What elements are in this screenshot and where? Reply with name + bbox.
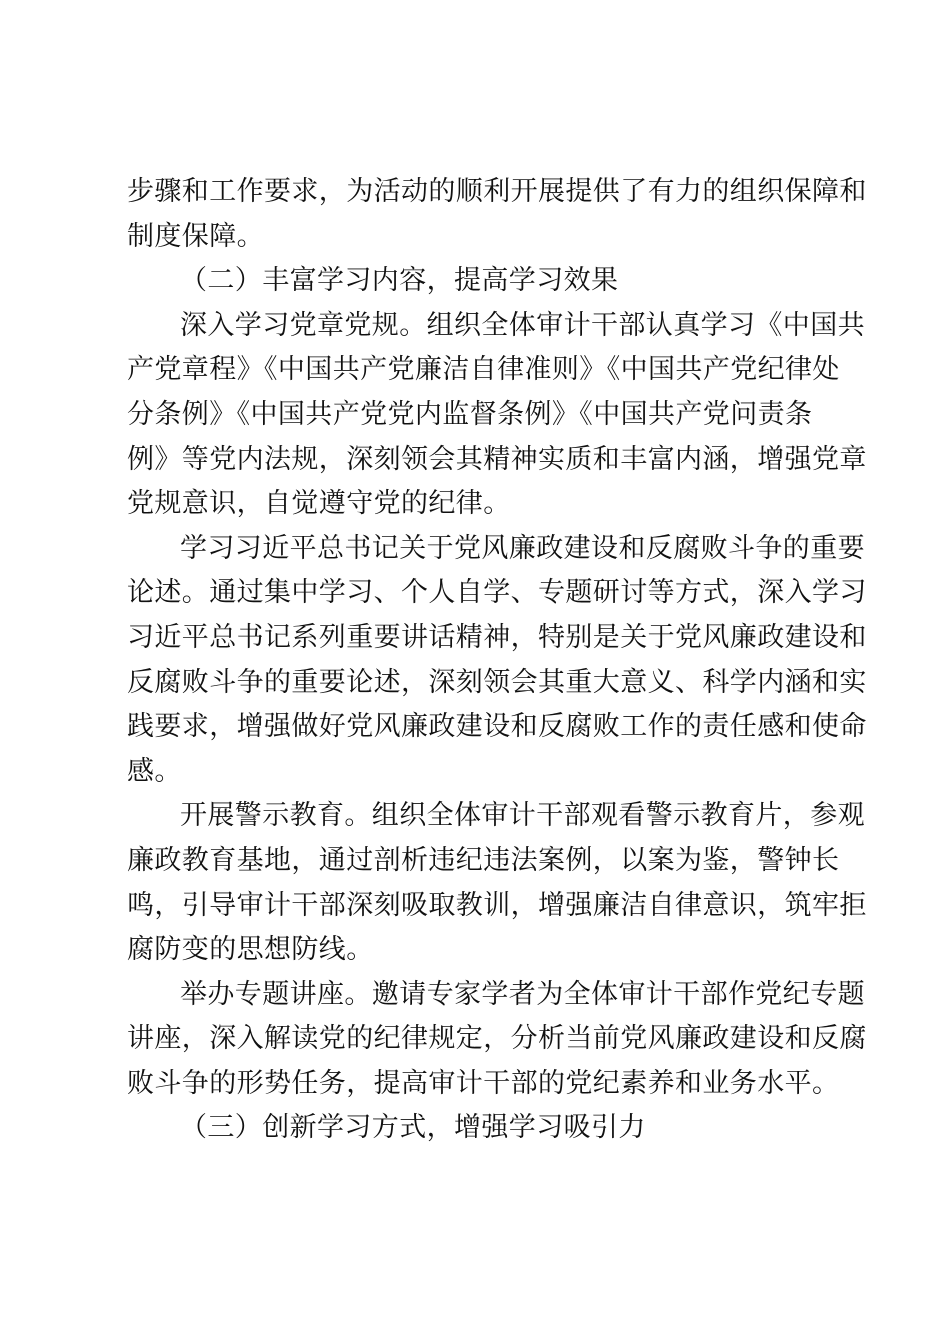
text-line: 败斗争的形势任务，提高审计干部的党纪素养和业务水平。 bbox=[127, 1067, 840, 1099]
text-line: 论述。通过集中学习、个人自学、专题研讨等方式，深入学习 bbox=[127, 577, 867, 609]
section-heading: （三）创新学习方式，增强学习吸引力 bbox=[180, 1112, 646, 1144]
paragraph-first-line: 开展警示教育。组织全体审计干部观看警示教育片，参观 bbox=[180, 800, 865, 832]
text-line: 感。 bbox=[127, 755, 182, 787]
text-line: 党规意识，自觉遵守党的纪律。 bbox=[127, 488, 511, 520]
text-line: 步骤和工作要求，为活动的顺利开展提供了有力的组织保障和 bbox=[127, 176, 867, 207]
text-line: 反腐败斗争的重要论述，深刻领会其重大意义、科学内涵和实 bbox=[127, 666, 867, 698]
paragraph-first-line: 学习习近平总书记关于党风廉政建设和反腐败斗争的重要 bbox=[180, 532, 865, 564]
text-line: 制度保障。 bbox=[127, 220, 264, 252]
paragraph-first-line: 深入学习党章党规。组织全体审计干部认真学习《中国共 bbox=[180, 309, 865, 341]
text-line: 腐防变的思想防线。 bbox=[127, 934, 374, 966]
document-page bbox=[127, 170, 867, 1151]
text-line: 习近平总书记系列重要讲话精神，特别是关于党风廉政建设和 bbox=[127, 621, 867, 653]
text-line: 践要求，增强做好党风廉政建设和反腐败工作的责任感和使命 bbox=[127, 711, 867, 743]
text-line: 廉政教育基地，通过剖析违纪违法案例，以案为鉴，警钟长 bbox=[127, 844, 840, 876]
section-heading: （二）丰富学习内容，提高学习效果 bbox=[180, 265, 619, 297]
text-line: 鸣，引导审计干部深刻吸取教训，增强廉洁自律意识，筑牢拒 bbox=[127, 889, 867, 921]
paragraph-first-line: 举办专题讲座。邀请专家学者为全体审计干部作党纪专题 bbox=[180, 978, 865, 1010]
text-line: 分条例》《中国共产党党内监督条例》《中国共产党问责条 bbox=[127, 398, 813, 430]
text-line: 讲座，深入解读党的纪律规定，分析当前党风廉政建设和反腐 bbox=[127, 1023, 867, 1055]
text-line: 例》等党内法规，深刻领会其精神实质和丰富内涵，增强党章 bbox=[127, 443, 867, 475]
text-line: 产党章程》《中国共产党廉洁自律准则》《中国共产党纪律处 bbox=[127, 354, 840, 386]
